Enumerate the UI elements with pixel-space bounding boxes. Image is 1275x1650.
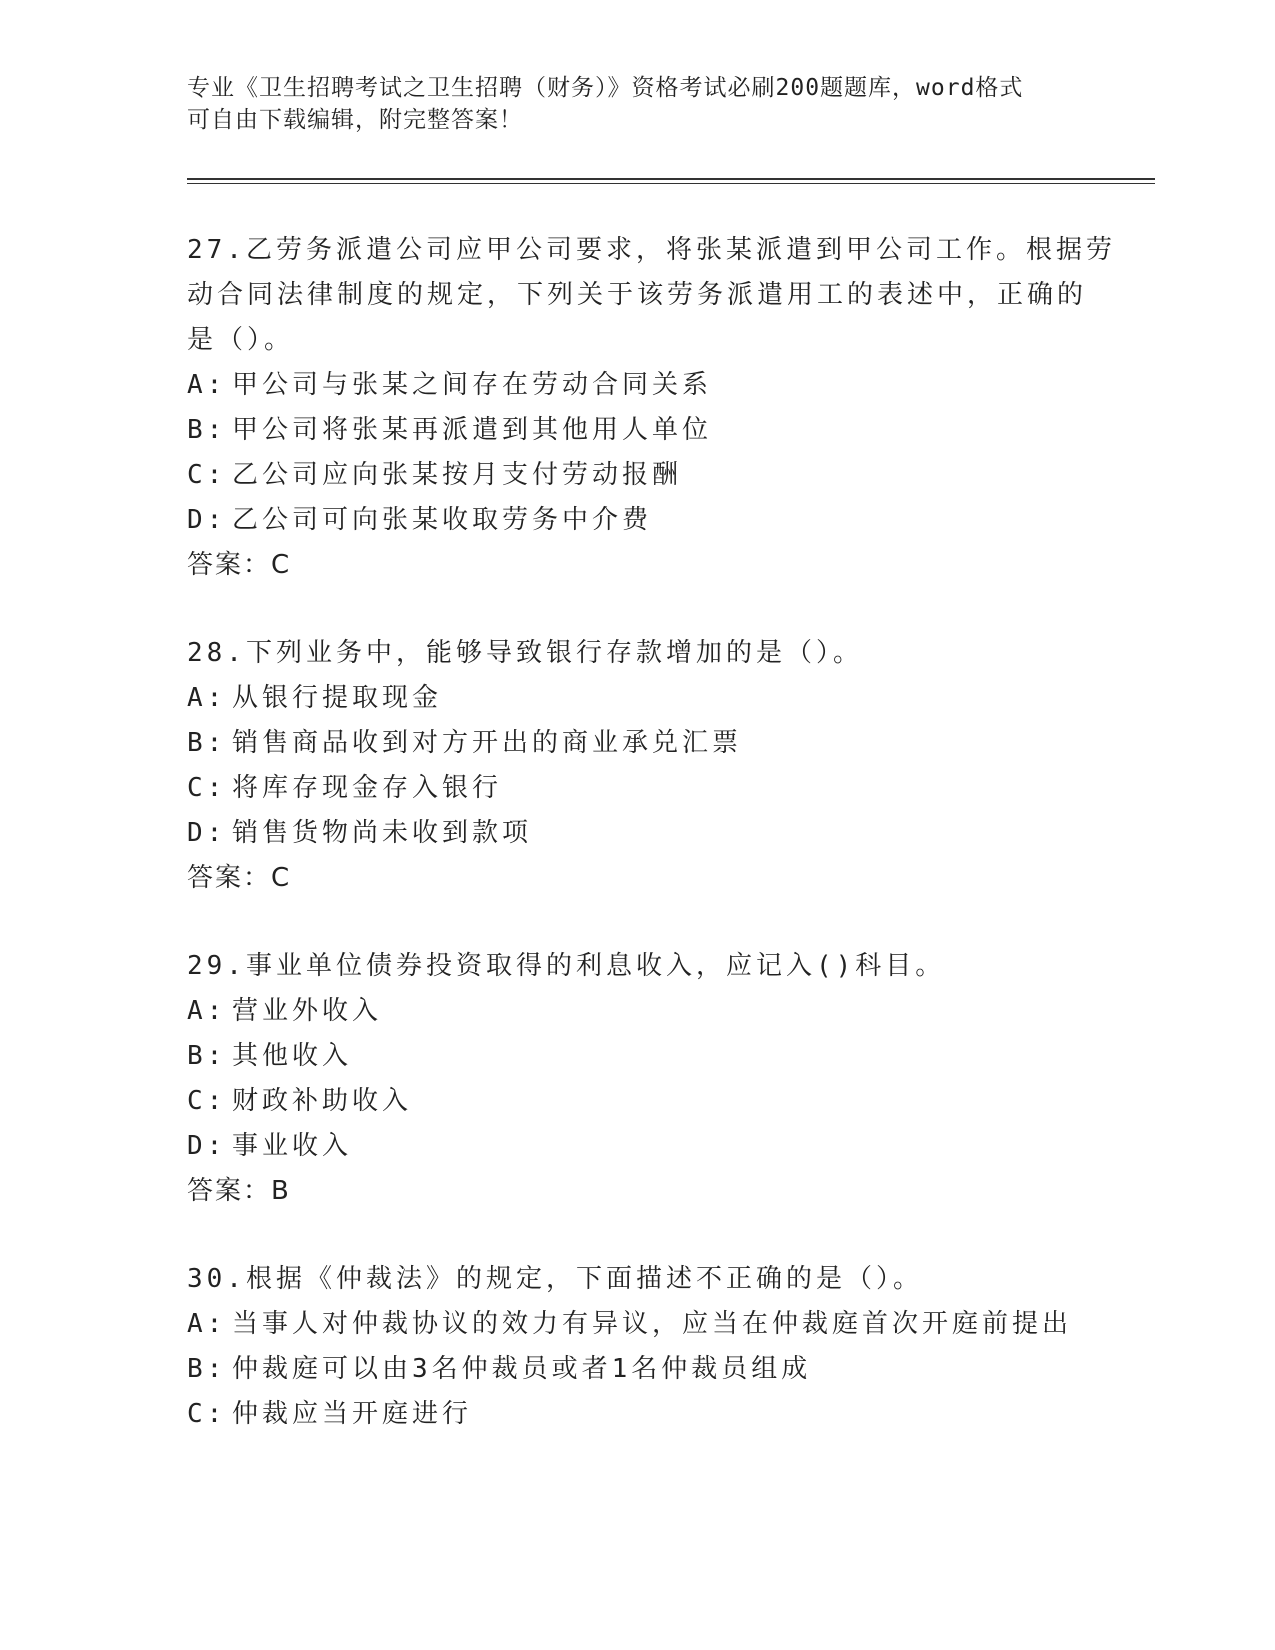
- option-a: [187, 363, 1087, 408]
- option-key: C:: [187, 1086, 227, 1116]
- option-key: B:: [187, 1041, 227, 1071]
- option-b: [187, 1034, 1087, 1079]
- header-line-2: 可自由下载编辑，附完整答案！: [187, 107, 523, 133]
- option-key: C:: [187, 773, 227, 803]
- question-29: [187, 944, 1087, 1214]
- header-line-1: 专业《卫生招聘考试之卫生招聘（财务）》资格考试必刷200题题库，word格式: [187, 75, 1024, 101]
- question-spacer: [187, 588, 1087, 631]
- question-spacer: [187, 901, 1087, 944]
- option-text: 乙公司可向张某收取劳务中介费: [232, 505, 653, 535]
- question-stem: [187, 1257, 1087, 1302]
- option-key: A:: [187, 1309, 227, 1339]
- question-stem: [187, 944, 1087, 989]
- answer-line: 答案：C: [187, 550, 292, 580]
- option-text: 财政补助收入: [232, 1086, 413, 1116]
- option-text: 销售货物尚未收到款项: [232, 818, 533, 848]
- option-key: D:: [187, 818, 227, 848]
- option-c: [187, 1079, 1087, 1124]
- option-d: [187, 1124, 1087, 1169]
- option-key: D:: [187, 505, 227, 535]
- option-key: A:: [187, 996, 227, 1026]
- stem-line: 动合同法律制度的规定，下列关于该劳务派遣用工的表述中，正确的: [187, 280, 1088, 310]
- option-a: [187, 676, 1087, 721]
- option-key: B:: [187, 728, 227, 758]
- question-list: [187, 228, 1116, 1437]
- stem-line: 29.事业单位债券投资取得的利息收入，应记入()科目。: [187, 951, 946, 981]
- header-divider-thick: [187, 178, 1155, 180]
- stem-line: 27.乙劳务派遣公司应甲公司要求，将张某派遣到甲公司工作。根据劳: [187, 235, 1116, 265]
- option-c: [187, 766, 1087, 811]
- option-text: 销售商品收到对方开出的商业承兑汇票: [232, 728, 743, 758]
- question-27: [187, 228, 1116, 588]
- option-text: 甲公司将张某再派遣到其他用人单位: [232, 415, 713, 445]
- option-text: 营业外收入: [232, 996, 383, 1026]
- option-key: B:: [187, 415, 227, 445]
- option-text: 仲裁庭可以由3名仲裁员或者1名仲裁员组成: [232, 1354, 812, 1384]
- option-key: B:: [187, 1354, 227, 1384]
- question-spacer: [187, 1214, 1087, 1257]
- document-header: [187, 72, 1087, 136]
- option-b: [187, 721, 1087, 766]
- option-key: A:: [187, 683, 227, 713]
- option-text: 甲公司与张某之间存在劳动合同关系: [232, 370, 713, 400]
- option-b: [187, 1347, 1087, 1392]
- question-30: [187, 1257, 1087, 1437]
- stem-line: 是（）。: [187, 325, 295, 355]
- option-text: 从银行提取现金: [232, 683, 443, 713]
- option-text: 将库存现金存入银行: [232, 773, 503, 803]
- option-key: C:: [187, 460, 227, 490]
- answer-line: 答案：C: [187, 863, 292, 893]
- option-a: [187, 1302, 1087, 1347]
- option-key: D:: [187, 1131, 227, 1161]
- option-b: [187, 408, 1087, 453]
- option-text: 事业收入: [232, 1131, 353, 1161]
- option-text: 当事人对仲裁协议的效力有异议，应当在仲裁庭首次开庭前提出: [232, 1309, 1073, 1339]
- question-stem: [187, 228, 1116, 363]
- question-28: [187, 631, 1087, 901]
- answer-line: 答案：B: [187, 1176, 291, 1206]
- option-a: [187, 989, 1087, 1034]
- option-text: 乙公司应向张某按月支付劳动报酬: [232, 460, 683, 490]
- stem-line: 30.根据《仲裁法》的规定，下面描述不正确的是（）。: [187, 1264, 923, 1294]
- option-d: [187, 498, 1087, 543]
- option-text: 其他收入: [232, 1041, 353, 1071]
- option-key: A:: [187, 370, 227, 400]
- option-d: [187, 811, 1087, 856]
- header-divider-thin: [187, 183, 1155, 184]
- option-text: 仲裁应当开庭进行: [232, 1399, 473, 1429]
- option-c: [187, 1392, 1087, 1437]
- option-key: C:: [187, 1399, 227, 1429]
- option-c: [187, 453, 1087, 498]
- stem-line: 28.下列业务中，能够导致银行存款增加的是（）。: [187, 638, 863, 668]
- question-stem: [187, 631, 1087, 676]
